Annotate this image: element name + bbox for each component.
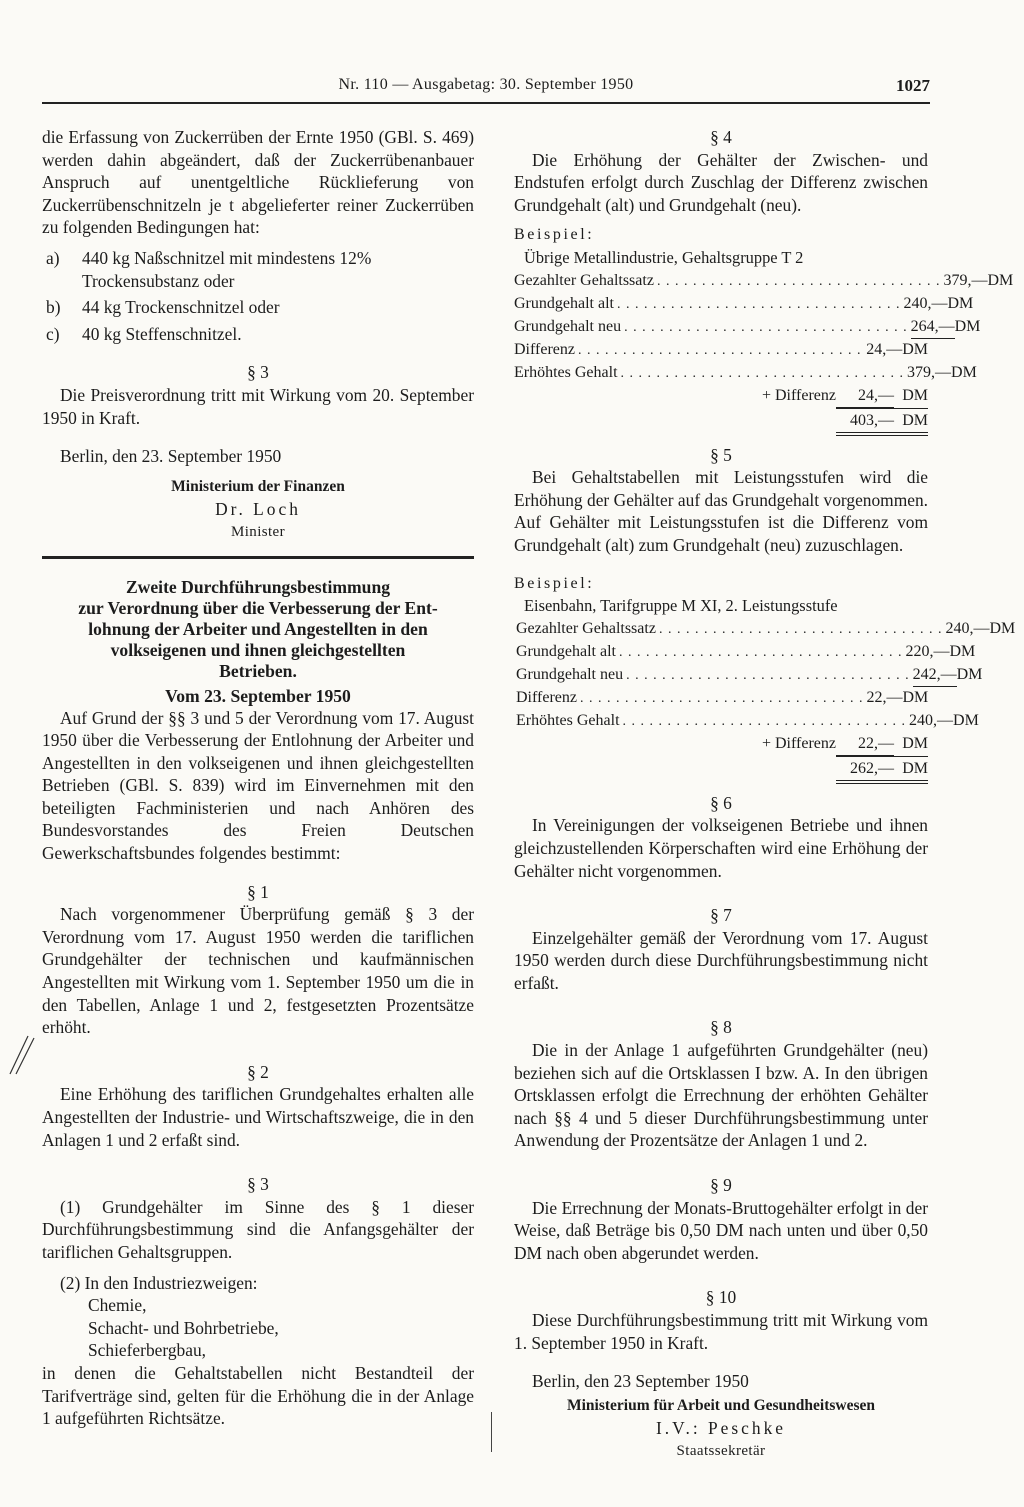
section-text: Die in der Anlage 1 aufgeführten Grundgehälter (neu) beziehen sich auf die Ortsklassen I bzw. A. In den übrigen Ortsklassen erfolgt die Errechnung der erhöhten Gehälter nach §§ 4 und 5 dieser Durchführungsbestimmung unter Anwendung der Prozentsätze der Anlagen 1 und 2.	[514, 1040, 928, 1151]
place-date: Berlin, den 23 September 1950	[532, 1371, 749, 1392]
section-heading: § 8	[710, 1017, 732, 1038]
left-column	[42, 126, 474, 1430]
list-item: a) 440 kg Naßschnitzel mit mindestens 12% Trockensubstanz oder	[46, 247, 372, 291]
section-heading: § 3	[247, 362, 269, 383]
signer-name: I.V.: Peschke	[656, 1418, 786, 1439]
section-text: Einzelgehälter gemäß der Verordnung vom 17. August 1950 werden durch diese Durchführungsbestimmung nicht erfaßt.	[514, 927, 928, 993]
section-text: Die Errechnung der Monats-Bruttogehälter erfolgt in der Weise, daß Beträge bis 0,50 DM nach unten und über 0,50 DM nach oben abgerundet werden.	[514, 1197, 928, 1263]
ministry-name: Ministerium der Finanzen	[171, 477, 345, 495]
section-text: (1) Grundgehälter im Sinne des § 1 dieser Durchführungsbestimmung sind die Anfangsgehälter der tariflichen Gehaltsgruppen.	[42, 1196, 474, 1262]
section-heading: § 2	[247, 1061, 269, 1082]
signer-title: Minister	[230, 523, 286, 540]
page-header	[42, 76, 930, 104]
document-title: Zweite Durchführungsbestimmung zur Verordnung über die Verbesserung der Ent- lohnung der Arbeiter und Angestellten in den volkseigenen und ihnen gleichgestellten Betrieben.	[78, 576, 438, 681]
branch-item: Chemie,	[88, 1295, 147, 1316]
list-item: b) 44 kg Trockenschnitzel oder	[46, 297, 280, 318]
example-table	[514, 618, 1016, 784]
example-row: Erhöhtes Gehalt . . . . . . . . . . . . . . . . . . . . . . . . . . . . . . . . 240,— DM	[516, 711, 979, 729]
place-date: Berlin, den 23. September 1950	[60, 446, 282, 467]
signer-name: Dr. Loch	[215, 499, 301, 520]
section-heading: § 5	[710, 444, 732, 465]
example-heading: Eisenbahn, Tarifgruppe M XI, 2. Leistungsstufe	[524, 596, 838, 616]
example-row: Differenz . . . . . . . . . . . . . . . . . . . . . . . . . . . . . . . . 24,— DM	[514, 340, 928, 358]
page-number: 1027	[896, 76, 930, 95]
margin-annotation-mark	[8, 1030, 36, 1076]
column-divider	[491, 1412, 492, 1452]
right-column	[514, 126, 1016, 1463]
section-text: Diese Durchführungsbestimmung tritt mit Wirkung vom 1. September 1950 in Kraft.	[514, 1310, 928, 1353]
example-label: Beispiel:	[514, 574, 595, 592]
example-row: Grundgehalt alt . . . . . . . . . . . . . . . . . . . . . . . . . . . . . . . . 220,— DM	[516, 642, 976, 660]
preamble: Auf Grund der §§ 3 und 5 der Verordnung vom 17. August 1950 über die Verbesserung der Entlohnung der Arbeiter und Angestellten in den volkseigenen und ihnen gleichgestellten Betrieben (GBl. S. 839) wird im Einvernehmen mit den beteiligten Fachministerien und nach Anhören des Bundesvorstandes des Freien Deutschen Gewerkschaftsbundes folgendes bestimmt:	[42, 707, 474, 864]
section-heading: § 7	[710, 905, 732, 926]
example-total: 262,—	[850, 759, 894, 777]
list-item-text-cont: Trockensubstanz oder	[82, 270, 235, 291]
example-row: Grundgehalt neu . . . . . . . . . . . . . . . . . . . . . . . . . . . . . . . . 242,— DM	[516, 664, 928, 687]
example-row: Differenz . . . . . . . . . . . . . . . . . . . . . . . . . . . . . . . . 22,— DM	[516, 688, 929, 706]
branch-list	[42, 1294, 474, 1362]
section-heading: § 1	[247, 881, 269, 902]
section-text: in denen die Gehaltstabellen nicht Bestandteil der Tarifverträge sind, gelten für die Erhöhung die in der Anlage 1 aufgeführten Richtsätze.	[42, 1362, 474, 1429]
section-text: (2) In den Industriezweigen:	[60, 1272, 258, 1293]
document-date: Vom 23. September 1950	[165, 685, 351, 706]
example-row: Gezahlter Gehaltssatz . . . . . . . . . . . . . . . . . . . . . . . . . . . . . . . . 379,— DM	[514, 271, 1014, 289]
list-item-text: 440 kg Naßschnitzel mit mindestens 12%	[82, 247, 372, 268]
example-total-row: 403,— DM	[514, 408, 928, 436]
branch-item: Schieferbergbau,	[88, 1340, 206, 1361]
list-item: c) 40 kg Steffenschnitzel.	[46, 323, 242, 344]
ministry-name: Ministerium für Arbeit und Gesundheitswesen	[566, 1396, 876, 1414]
section-heading: § 9	[710, 1175, 732, 1196]
section-heading: § 6	[710, 792, 732, 813]
example-total: 403,—	[850, 411, 894, 429]
section-text: Bei Gehaltstabellen mit Leistungsstufen wird die Erhöhung der Gehälter auf das Grundgehalt vorgenommen. Auf Gehälter mit Leistungsstufen ist die Differenz vom Grundgehalt (alt) zum Grundgehalt (neu) zuzuschlagen.	[514, 467, 928, 555]
section-heading: § 3	[247, 1174, 269, 1195]
example-row: Erhöhtes Gehalt . . . . . . . . . . . . . . . . . . . . . . . . . . . . . . . . 379,— DM	[514, 363, 977, 381]
example-plus-row: + Differenz 22,— DM	[516, 733, 928, 756]
example-table	[514, 270, 1014, 436]
intro-paragraph: die Erfassung von Zuckerrüben der Ernte 1950 (GBl. S. 469) werden dahin abgeändert, daß der Zuckerrübenanbauer Anspruch auf unentgeltliche Rücklieferung von Zuckerrübenschnitzeln je t abgelieferter reiner Zuckerrüben zu folgenden Bedingungen hat:	[42, 127, 474, 238]
example-row: Gezahlter Gehaltssatz . . . . . . . . . . . . . . . . . . . . . . . . . . . . . . . . 240,— DM	[516, 619, 1016, 637]
section-text: Nach vorgenommener Überprüfung gemäß § 3 der Verordnung vom 17. August 1950 werden die tariflichen Grundgehälter der technischen und kaufmännischen Angestellten mit Wirkung vom 1. September 1950 um die in den Tabellen, Anlage 1 und 2, festgesetzten Prozentsätze erhöht.	[42, 904, 474, 1038]
example-row: Grundgehalt alt . . . . . . . . . . . . . . . . . . . . . . . . . . . . . . . . 240,— DM	[514, 294, 974, 312]
branch-item: Schacht- und Bohrbetriebe,	[88, 1317, 279, 1338]
example-label: Beispiel:	[514, 226, 595, 244]
issue-line: Nr. 110 — Ausgabetag: 30. September 1950	[338, 76, 634, 93]
signer-title: Staatssekretär	[676, 1442, 766, 1459]
section-divider	[42, 556, 474, 559]
example-plus-row: + Differenz 24,— DM	[514, 385, 928, 408]
section-text: Die Erhöhung der Gehälter der Zwischen- und Endstufen erfolgt durch Zuschlag der Differenz zwischen Grundgehalt (alt) und Grundgehalt (neu).	[514, 149, 928, 215]
section-text: In Vereinigungen der volkseigenen Betriebe und ihnen gleichzustellenden Körperschaften wird eine Erhöhung der Gehälter nicht vorgenommen.	[514, 815, 928, 881]
example-heading: Übrige Metallindustrie, Gehaltsgruppe T 2	[524, 247, 804, 267]
section-heading: § 10	[705, 1287, 737, 1308]
example-total-row: 262,— DM	[516, 756, 928, 784]
section-text: Die Preisverordnung tritt mit Wirkung vom 20. September 1950 in Kraft.	[42, 384, 474, 428]
section-text: Eine Erhöhung des tariflichen Grundgehaltes erhalten alle Angestellten der Industrie- und Wirtschaftszweige, die in den Anlagen 1 und 2 erfaßt sind.	[42, 1084, 474, 1150]
example-row: Grundgehalt neu . . . . . . . . . . . . . . . . . . . . . . . . . . . . . . . . 264,— DM	[514, 316, 928, 339]
section-heading: § 4	[710, 127, 732, 147]
